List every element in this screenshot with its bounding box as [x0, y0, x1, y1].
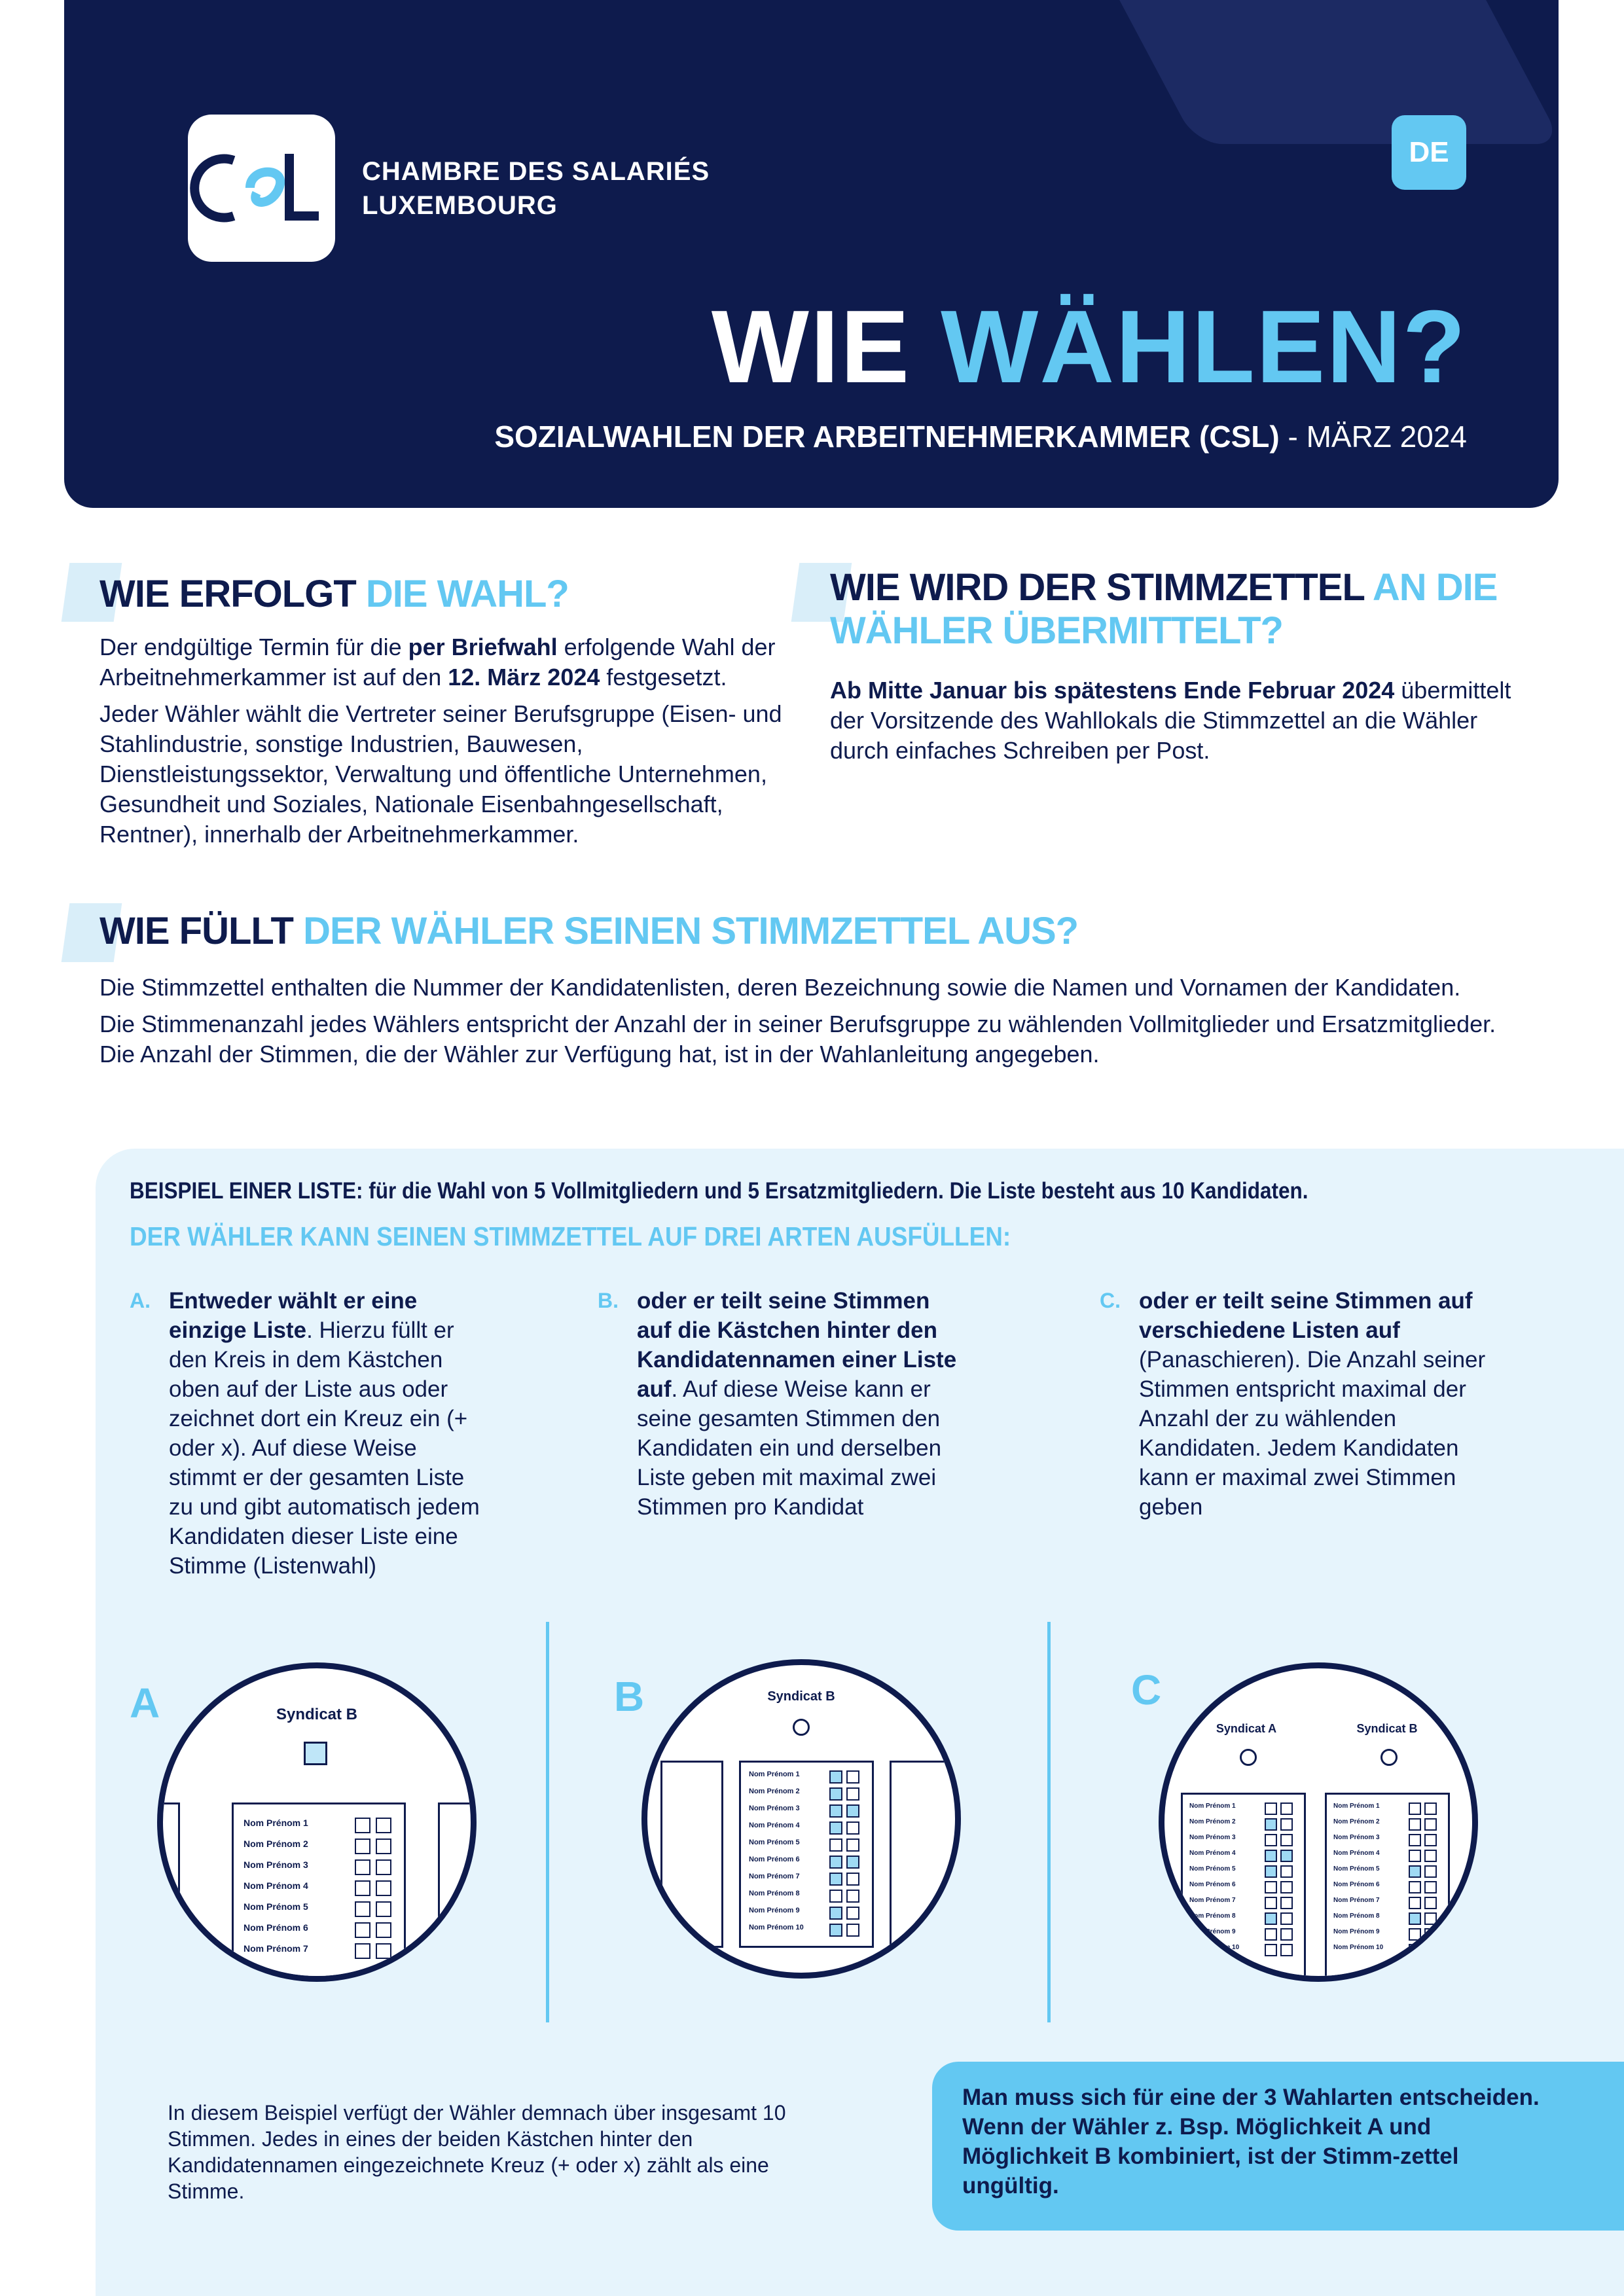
subtitle-bold: SOZIALWAHLEN DER ARBEITNEHMERKAMMER (CSL)	[494, 420, 1280, 454]
candidate-name: Nom Prénom 7	[1333, 1897, 1380, 1904]
vote-checkbox	[1265, 1912, 1277, 1925]
section1-heading-light: DIE WAHL?	[365, 573, 569, 615]
option-b-letter: B.	[598, 1289, 619, 1312]
vote-checkbox	[846, 1856, 859, 1869]
vote-checkbox	[1409, 1944, 1421, 1956]
candidate-row	[741, 1924, 872, 1941]
vote-checkbox	[1409, 1881, 1421, 1893]
section3-paragraph2: Die Stimmenanzahl jedes Wählers entspricht der Anzahl der in seiner Berufsgruppe zu wählenden Vollmitglieder und Ersatzmitglieder. Die Anzahl der Stimmen, die der Wähler zur Verfügung hat, ist in der Wahlanleitung angegeben.	[99, 1011, 1496, 1067]
decorative-shape	[1106, 0, 1559, 144]
candidate-name: Nom Prénom 1	[1333, 1803, 1380, 1810]
candidate-name: Nom Prénom 4	[749, 1821, 800, 1829]
vote-checkbox	[846, 1873, 859, 1886]
vote-checkbox	[376, 1901, 391, 1917]
vote-checkbox	[1265, 1803, 1277, 1815]
section2-heading	[830, 566, 1537, 653]
vote-checkbox	[846, 1804, 859, 1818]
vote-checkbox	[1280, 1803, 1293, 1815]
vote-checkbox	[1409, 1897, 1421, 1909]
vote-checkbox	[846, 1770, 859, 1784]
vote-checkbox	[1424, 1897, 1437, 1909]
vote-checkbox	[1424, 1834, 1437, 1846]
candidate-name: Nom Prénom 6	[244, 1922, 308, 1933]
section3-heading-light: DER WÄHLER SEINEN STIMMZETTEL AUS?	[303, 910, 1079, 952]
candidate-name: Nom Prénom 4	[244, 1880, 308, 1891]
vote-checkbox	[1265, 1850, 1277, 1862]
vote-checkbox	[1424, 1818, 1437, 1831]
vote-checkbox	[1424, 1928, 1437, 1941]
vote-checkbox	[829, 1804, 842, 1818]
candidate-row	[741, 1770, 872, 1787]
candidate-name: Nom Prénom 5	[1189, 1865, 1236, 1873]
section1-body	[99, 632, 813, 856]
vote-checkbox	[1409, 1865, 1421, 1878]
option-c-text: oder er teilt seine Stimmen auf verschiedene Listen auf (Panaschieren). Die Anzahl seiner Stimmen entspricht maximal der Anzahl der zu wählenden Kandidaten. Jedem Kandidaten kann er maximal zwei Stimmen geben	[1139, 1288, 1486, 1520]
candidate-row	[1183, 1818, 1304, 1834]
candidate-name: Nom Prénom 6	[749, 1856, 800, 1863]
list-circle-empty	[1380, 1749, 1398, 1766]
vote-checkbox	[829, 1770, 842, 1784]
vote-checkbox	[1424, 1803, 1437, 1815]
candidate-name: Nom Prénom 4	[1189, 1850, 1236, 1857]
candidate-name: Nom Prénom 8	[1189, 1912, 1236, 1920]
vote-checkbox	[1409, 1850, 1421, 1862]
figure-a-list-box	[232, 1803, 406, 1982]
vote-checkbox	[1280, 1928, 1293, 1941]
vote-checkbox	[1280, 1865, 1293, 1878]
figure-b-ballot	[641, 1659, 961, 1979]
figure-a-ballot	[157, 1662, 477, 1982]
vote-checkbox	[355, 1839, 370, 1854]
vote-checkbox	[1280, 1834, 1293, 1846]
figure-b-list-box	[739, 1761, 874, 1948]
vote-checkbox	[829, 1821, 842, 1835]
page-title	[712, 288, 1467, 406]
vote-checkbox	[829, 1873, 842, 1886]
vote-checkbox	[1280, 1850, 1293, 1862]
vote-checkbox	[376, 1943, 391, 1959]
candidate-name: Nom Prénom 1	[1189, 1803, 1236, 1810]
organization-name	[362, 154, 710, 223]
vote-checkbox	[1265, 1944, 1277, 1956]
figure-c-ballot	[1159, 1662, 1478, 1982]
candidate-name: Nom Prénom 9	[1189, 1928, 1236, 1935]
title-part2: WÄHLEN?	[941, 289, 1467, 404]
neighbor-list-left	[660, 1761, 723, 1948]
candidate-row	[1183, 1850, 1304, 1865]
title-part1: WIE	[711, 289, 911, 404]
list-circle-empty	[1240, 1749, 1257, 1766]
section1-paragraph2: Jeder Wähler wählt die Vertreter seiner Berufsgruppe (Eisen- und Stahlindustrie, sonstige Industrien, Bauwesen, Dienstleistungssektor, Verwaltung und öffentliche Unternehmen, Gesundheit und Soziales, Nationale Eisenbahngesellschaft, Rentner), innerhalb der Arbeitnehmerkammer.	[99, 700, 782, 848]
candidate-row	[1183, 1928, 1304, 1944]
candidate-row	[741, 1856, 872, 1873]
candidate-name: Nom Prénom 6	[1189, 1881, 1236, 1888]
figure-a-letter: A	[130, 1679, 160, 1727]
vote-checkbox	[1424, 1944, 1437, 1956]
section2-body	[830, 675, 1524, 772]
vote-checkbox	[1409, 1803, 1421, 1815]
vote-checkbox	[355, 1859, 370, 1875]
vote-checkbox	[1280, 1881, 1293, 1893]
vote-checkbox	[829, 1839, 842, 1852]
candidate-name: Nom Prénom 2	[749, 1787, 800, 1795]
option-a-letter: A.	[130, 1289, 151, 1312]
vote-checkbox	[376, 1839, 391, 1854]
subtitle-date: - MÄRZ 2024	[1279, 420, 1467, 454]
vote-checkbox	[829, 1924, 842, 1937]
section2-heading-light: AN DIE WÄHLER ÜBERMITTELT?	[830, 566, 1498, 652]
warning-text: Man muss sich für eine der 3 Wahlarten entscheiden. Wenn der Wähler z. Bsp. Möglichkeit A und Möglichkeit B kombiniert, ist der Stimm-zettel ungültig.	[962, 2085, 1540, 2198]
candidate-row	[1183, 1897, 1304, 1912]
section3-body	[99, 973, 1526, 1076]
candidate-name: Nom Prénom 1	[244, 1818, 308, 1828]
candidate-row	[1183, 1834, 1304, 1850]
candidate-name: Nom Prénom 5	[1333, 1865, 1380, 1873]
language-badge[interactable]: DE	[1392, 115, 1466, 190]
vote-checkbox	[829, 1856, 842, 1869]
vote-checkbox	[355, 1880, 370, 1896]
candidate-row	[1327, 1803, 1448, 1818]
candidate-name: Nom Prénom 1	[749, 1770, 800, 1778]
candidate-row	[1327, 1881, 1448, 1897]
candidate-row	[741, 1890, 872, 1907]
vote-checkbox	[1280, 1818, 1293, 1831]
candidate-row	[1327, 1912, 1448, 1928]
figure-c-list-name-2: Syndicat B	[1356, 1722, 1418, 1735]
candidate-name: Nom Prénom 2	[244, 1839, 308, 1849]
figure-b-list-name: Syndicat B	[767, 1689, 835, 1704]
vote-checkbox	[376, 1922, 391, 1938]
candidate-row	[1183, 1865, 1304, 1881]
candidate-row	[1327, 1897, 1448, 1912]
vote-checkbox	[846, 1839, 859, 1852]
candidate-row	[1327, 1928, 1448, 1944]
option-b-text: oder er teilt seine Stimmen auf die Kästchen hinter den Kandidatennamen einer Liste auf. Auf diese Weise kann er seine gesamten Stimmen den Kandidaten ein und derselben Liste geben mit maximal zwei Stimmen pro Kandidat	[637, 1288, 957, 1520]
figure-a-list-name: Syndicat B	[276, 1706, 358, 1723]
candidate-name: Nom Prénom 5	[244, 1901, 308, 1912]
candidate-name: Nom Prénom 5	[749, 1839, 800, 1846]
vote-checkbox	[1265, 1834, 1277, 1846]
example-intro: BEISPIEL EINER LISTE: für die Wahl von 5 Vollmitgliedern und 5 Ersatzmitgliedern. Die Liste besteht aus 10 Kandidaten.	[130, 1178, 1308, 1204]
column-divider	[546, 1622, 549, 2022]
column-divider	[1047, 1622, 1051, 2022]
candidate-row	[741, 1839, 872, 1856]
vote-checkbox	[1265, 1881, 1277, 1893]
example-subheading: DER WÄHLER KANN SEINEN STIMMZETTEL AUF DREI ARTEN AUSFÜLLEN:	[130, 1221, 1011, 1251]
csl-logo-icon	[188, 115, 335, 262]
org-name-line2: LUXEMBOURG	[362, 191, 558, 220]
vote-checkbox	[1424, 1881, 1437, 1893]
figure-c-list-box-2	[1325, 1793, 1450, 1980]
candidate-name: Nom Prénom 2	[1333, 1818, 1380, 1825]
section2-heading-dark: WIE WIRD DER STIMMZETTEL	[830, 566, 1373, 609]
section2-paragraph1: Ab Mitte Januar bis spätestens Ende Februar 2024 übermittelt der Vorsitzende des Wahllokals die Stimmzettel an die Wähler durch einfaches Schreiben per Post.	[830, 677, 1511, 764]
section3-heading-dark: WIE FÜLLT	[99, 910, 304, 952]
candidate-row	[1183, 1881, 1304, 1897]
vote-checkbox	[1280, 1897, 1293, 1909]
vote-checkbox	[846, 1924, 859, 1937]
vote-checkbox	[846, 1821, 859, 1835]
vote-checkbox	[1265, 1818, 1277, 1831]
vote-checkbox	[1424, 1865, 1437, 1878]
candidate-row	[234, 1839, 404, 1859]
candidate-name: Nom Prénom 10	[749, 1924, 804, 1931]
vote-checkbox	[1265, 1897, 1277, 1909]
option-a-text: Entweder wählt er eine einzige Liste. Hierzu füllt er den Kreis in dem Kästchen oben auf der Liste aus oder zeichnet dort ein Kreuz ein (+ oder x). Auf diese Weise stimmt er der gesamten Liste zu und gibt automatisch jedem Kandidaten dieser Liste eine Stimme (Listenwahl)	[169, 1288, 480, 1579]
candidate-name: Nom Prénom 3	[1333, 1834, 1380, 1841]
vote-checkbox	[1409, 1818, 1421, 1831]
vote-checkbox	[829, 1787, 842, 1801]
candidate-row	[234, 1943, 404, 1964]
candidate-row	[1327, 1850, 1448, 1865]
vote-checkbox	[829, 1907, 842, 1920]
candidate-name: Nom Prénom 10	[1333, 1944, 1384, 1951]
option-c-letter: C.	[1100, 1289, 1121, 1312]
candidate-name: Nom Prénom 9	[1333, 1928, 1380, 1935]
vote-checkbox	[1280, 1944, 1293, 1956]
vote-checkbox	[376, 1859, 391, 1875]
figure-c-letter: C	[1131, 1666, 1162, 1713]
vote-checkbox	[1424, 1850, 1437, 1862]
vote-checkbox	[355, 1922, 370, 1938]
vote-checkbox	[1280, 1912, 1293, 1925]
vote-checkbox	[355, 1818, 370, 1833]
candidate-name: Nom Prénom 3	[244, 1859, 308, 1870]
section3-paragraph1: Die Stimmzettel enthalten die Nummer der Kandidatenlisten, deren Bezeichnung sowie die Namen und Vornamen der Kandidaten.	[99, 974, 1461, 1001]
candidate-name: Nom Prénom 3	[749, 1804, 800, 1812]
figure-c-list-name-1: Syndicat A	[1216, 1722, 1277, 1735]
candidate-row	[741, 1821, 872, 1839]
vote-checkbox	[1409, 1928, 1421, 1941]
candidate-row	[234, 1818, 404, 1839]
candidate-row	[741, 1907, 872, 1924]
candidate-row	[741, 1873, 872, 1890]
candidate-name: Nom Prénom 10	[1189, 1944, 1240, 1951]
candidate-name: Nom Prénom 3	[1189, 1834, 1236, 1841]
candidate-row	[741, 1787, 872, 1804]
candidate-row	[234, 1922, 404, 1943]
candidate-name: Nom Prénom 8	[1333, 1912, 1380, 1920]
org-name-line1: CHAMBRE DES SALARIÉS	[362, 157, 710, 186]
vote-checkbox	[1409, 1912, 1421, 1925]
list-circle-empty	[793, 1719, 810, 1736]
vote-checkbox	[829, 1890, 842, 1903]
vote-checkbox	[846, 1907, 859, 1920]
candidate-name: Nom Prénom 7	[244, 1943, 308, 1954]
vote-checkbox	[376, 1818, 391, 1833]
vote-checkbox	[846, 1890, 859, 1903]
section1-heading	[99, 573, 806, 616]
candidate-name: Nom Prénom 6	[1333, 1881, 1380, 1888]
candidate-row	[741, 1804, 872, 1821]
section1-heading-dark: WIE ERFOLGT	[99, 573, 366, 615]
candidate-row	[234, 1859, 404, 1880]
vote-checkbox	[376, 1880, 391, 1896]
vote-checkbox	[355, 1901, 370, 1917]
candidate-name: Nom Prénom 7	[749, 1873, 800, 1880]
example-note: In diesem Beispiel verfügt der Wähler demnach über insgesamt 10 Stimmen. Jedes in eines der beiden Kästchen hinter den Kandidatennamen eingezeichnete Kreuz (+ oder x) zählt als eine Stimme.	[168, 2101, 786, 2203]
candidate-row	[234, 1901, 404, 1922]
page-subtitle	[494, 419, 1467, 454]
candidate-row	[1327, 1834, 1448, 1850]
vote-checkbox	[1265, 1865, 1277, 1878]
vote-checkbox	[1424, 1912, 1437, 1925]
vote-checkbox	[1265, 1928, 1277, 1941]
candidate-row	[1183, 1803, 1304, 1818]
vote-checkbox	[846, 1787, 859, 1801]
csl-logo	[188, 115, 335, 262]
candidate-name: Nom Prénom 2	[1189, 1818, 1236, 1825]
candidate-row	[1327, 1818, 1448, 1834]
candidate-row	[234, 1880, 404, 1901]
candidate-row	[1327, 1865, 1448, 1881]
vote-checkbox	[355, 1943, 370, 1959]
section3-heading	[99, 910, 1540, 953]
figure-c-list-box-1	[1181, 1793, 1306, 1980]
candidate-name: Nom Prénom 9	[749, 1907, 800, 1914]
candidate-name: Nom Prénom 8	[749, 1890, 800, 1897]
figure-b-letter: B	[614, 1673, 645, 1720]
candidate-name: Nom Prénom 4	[1333, 1850, 1380, 1857]
list-checkbox-marked	[304, 1742, 327, 1765]
candidate-row	[1327, 1944, 1448, 1960]
neighbor-list-right	[890, 1761, 961, 1948]
candidate-name: Nom Prénom 7	[1189, 1897, 1236, 1904]
vote-checkbox	[1409, 1834, 1421, 1846]
candidate-row	[1183, 1944, 1304, 1960]
section1-paragraph1: Der endgültige Termin für die per Briefwahl erfolgende Wahl der Arbeitnehmerkammer ist auf den 12. März 2024 festgesetzt.	[99, 634, 776, 691]
candidate-row	[1183, 1912, 1304, 1928]
